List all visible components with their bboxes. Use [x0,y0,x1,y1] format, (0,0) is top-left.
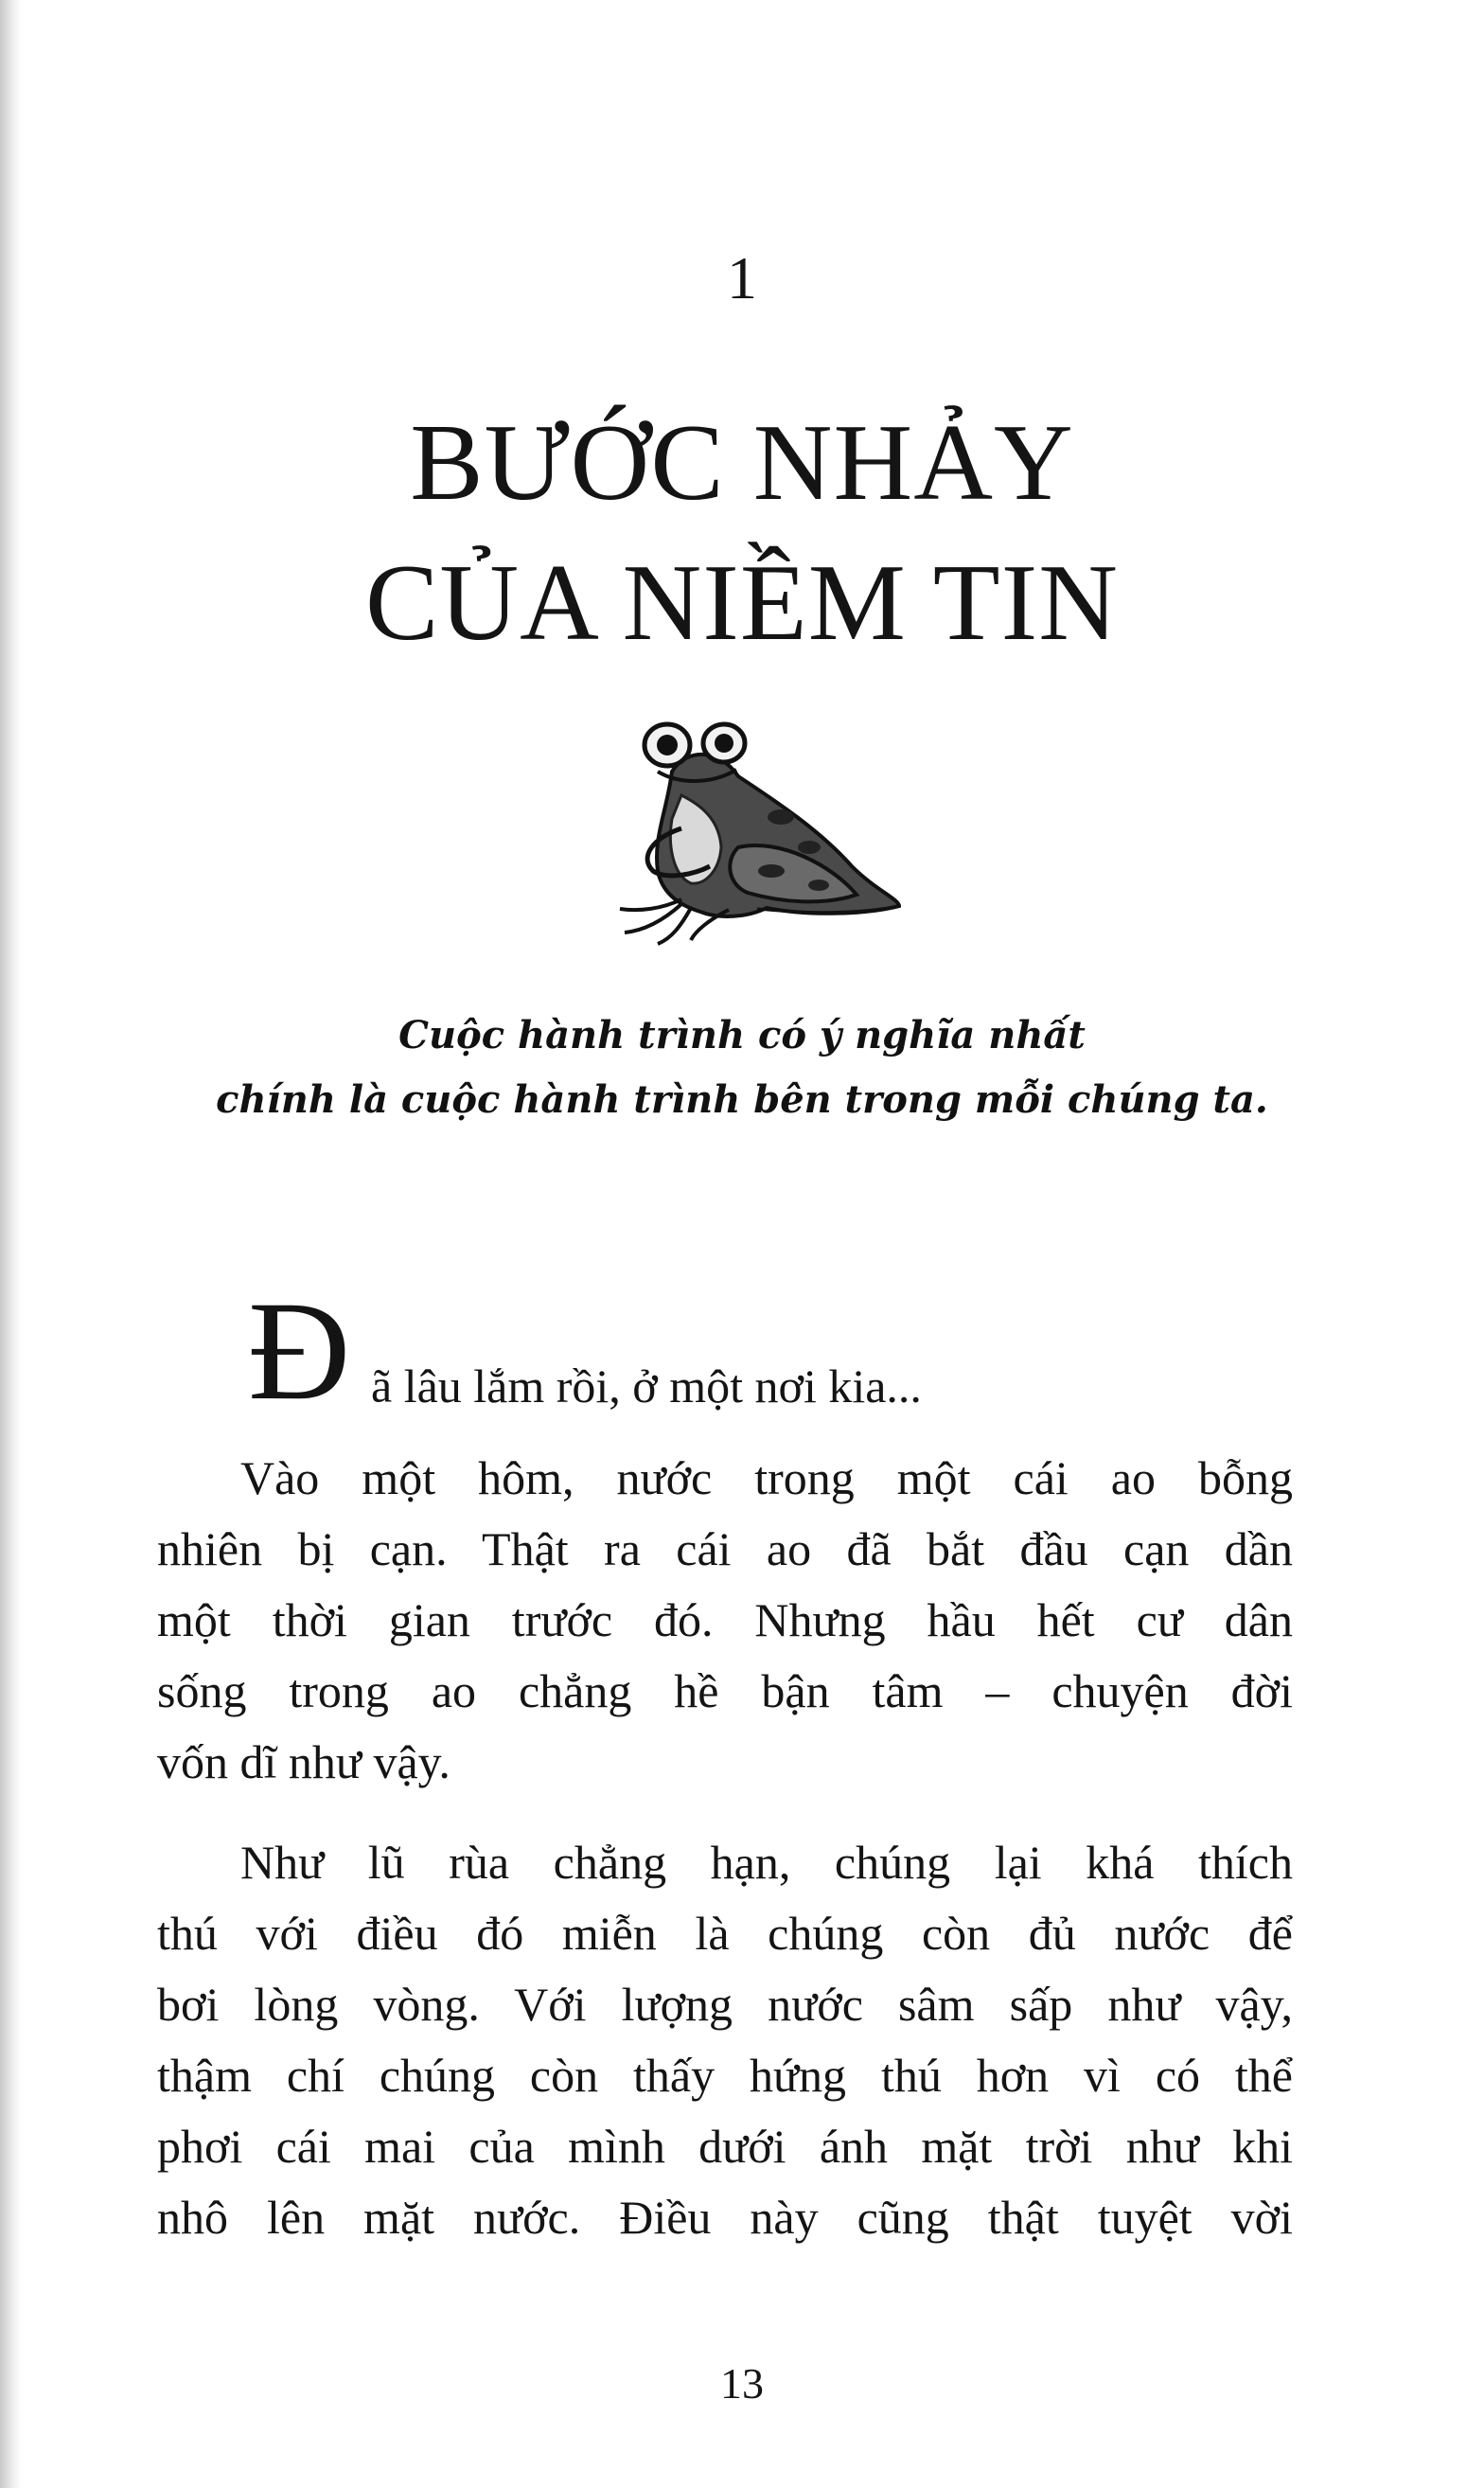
paragraph-2-line: bơi lòng vòng. Với lượng nước sâm sấp như vậy, [157,1978,1293,2031]
epigraph-line-1: Cuộc hành trình có ý nghĩa nhất [398,1013,1086,1057]
paragraph-1-line: sống trong ao chẳng hề bận tâm – chuyện đời [157,1664,1293,1717]
paragraph-2-line: phơi cái mai của mình dưới ánh mặt trời như khi [157,2120,1293,2173]
paragraph-2-line: thậm chí chúng còn thấy hứng thú hơn vì có thể [157,2049,1293,2102]
paragraph-2-line: Như lũ rùa chẳng hạn, chúng lại khá thích [240,1836,1293,1889]
chapter-title [0,393,1484,673]
paragraph-1-line: nhiên bị cạn. Thật ra cái ao đã bắt đầu cạn dần [157,1522,1293,1575]
paragraph-1-line: Vào một hôm, nước trong một cái ao bỗng [240,1451,1293,1504]
paragraph-2 [157,1827,1293,2253]
paragraph-1-line: vốn dĩ như vậy. [157,1735,450,1788]
chapter-title-line-1: BƯỚC NHẢY [410,402,1074,524]
paragraph-1-line: một thời gian trước đó. Nhưng hầu hết cư dân [157,1593,1293,1646]
chapter-number: 1 [727,244,757,311]
page-number: 13 [720,2359,764,2408]
frog-illustration [615,705,909,951]
page-edge-shadow [0,0,21,2488]
opening-line: ã lâu lắm rồi, ở một nơi kia... [371,1360,922,1413]
paragraph-1 [157,1443,1293,1798]
epigraph-line-2: chính là cuộc hành trình bên trong mỗi chúng ta. [216,1077,1268,1122]
paragraph-2-line: nhô lên mặt nước. Điều này cũng thật tuyệt vời [157,2191,1293,2244]
chapter-title-line-2: CỦA NIỀM TIN [364,542,1120,664]
paragraph-2-line: thú với điều đó miễn là chúng còn đủ nước để [157,1907,1293,1960]
epigraph [0,1004,1484,1132]
drop-cap: Đ [248,1272,351,1430]
